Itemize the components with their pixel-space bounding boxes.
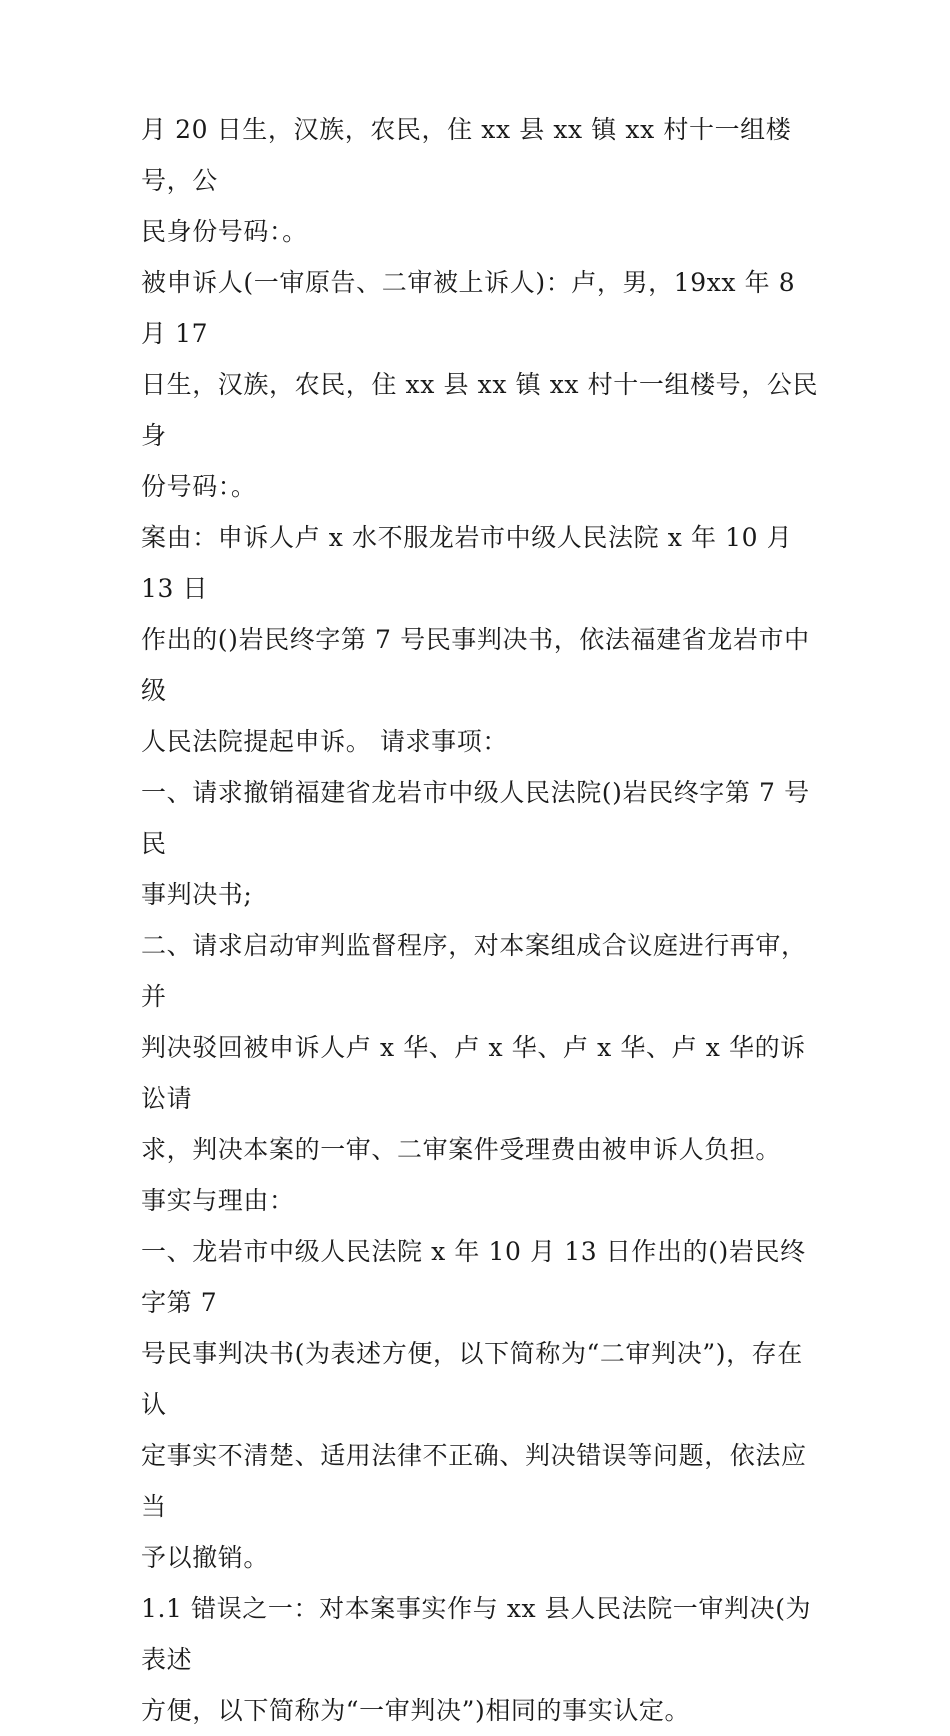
text-line: 定事实不清楚、适用法律不正确、判决错误等问题，依法应当: [141, 1441, 807, 1521]
text-line: 事实与理由：: [141, 1186, 295, 1215]
text-line: 民身份号码：。: [141, 217, 308, 246]
text-line: 一、龙岩市中级人民法院 x 年 10 月 13 日作出的()岩民终字第 7: [141, 1237, 806, 1317]
text-line: 事判决书;: [141, 880, 253, 909]
text-line: 人民法院提起申诉。 请求事项：: [141, 727, 508, 756]
text-line: 份号码：。: [141, 472, 257, 501]
text-line: 判决驳回被申诉人卢 x 华、卢 x 华、卢 x 华、卢 x 华的诉讼请: [141, 1033, 806, 1113]
text-line: 案由：申诉人卢 x 水不服龙岩市中级人民法院 x 年 10 月 13 日: [141, 523, 801, 603]
text-line: 二、请求启动审判监督程序，对本案组成合议庭进行再审，并: [141, 931, 807, 1011]
text-line: 被申诉人(一审原告、二审被上诉人)：卢，男，19xx 年 8 月 17: [141, 268, 804, 348]
text-line: 月 20 日生，汉族，农民，住 xx 县 xx 镇 xx 村十一组楼号，公: [141, 115, 792, 195]
text-line: 予以撤销。: [141, 1543, 270, 1572]
text-line: 作出的()岩民终字第 7 号民事判决书，依法福建省龙岩市中级: [141, 625, 810, 705]
text-line: 一、请求撤销福建省龙岩市中级人民法院()岩民终字第 7 号民: [141, 778, 810, 858]
text-line: 1.1 错误之一：对本案事实作与 xx 县人民法院一审判决(为表述: [141, 1594, 812, 1674]
text-line: 求，判决本案的一审、二审案件受理费由被申诉人负担。: [141, 1135, 782, 1164]
text-line: 号民事判决书(为表述方便，以下简称为“二审判决”)，存在认: [141, 1339, 803, 1419]
text-line: 日生，汉族，农民，住 xx 县 xx 镇 xx 村十一组楼号，公民身: [141, 370, 819, 450]
document-body: [141, 104, 821, 1736]
text-line: 方便，以下简称为“一审判决”)相同的事实认定。: [141, 1696, 691, 1725]
